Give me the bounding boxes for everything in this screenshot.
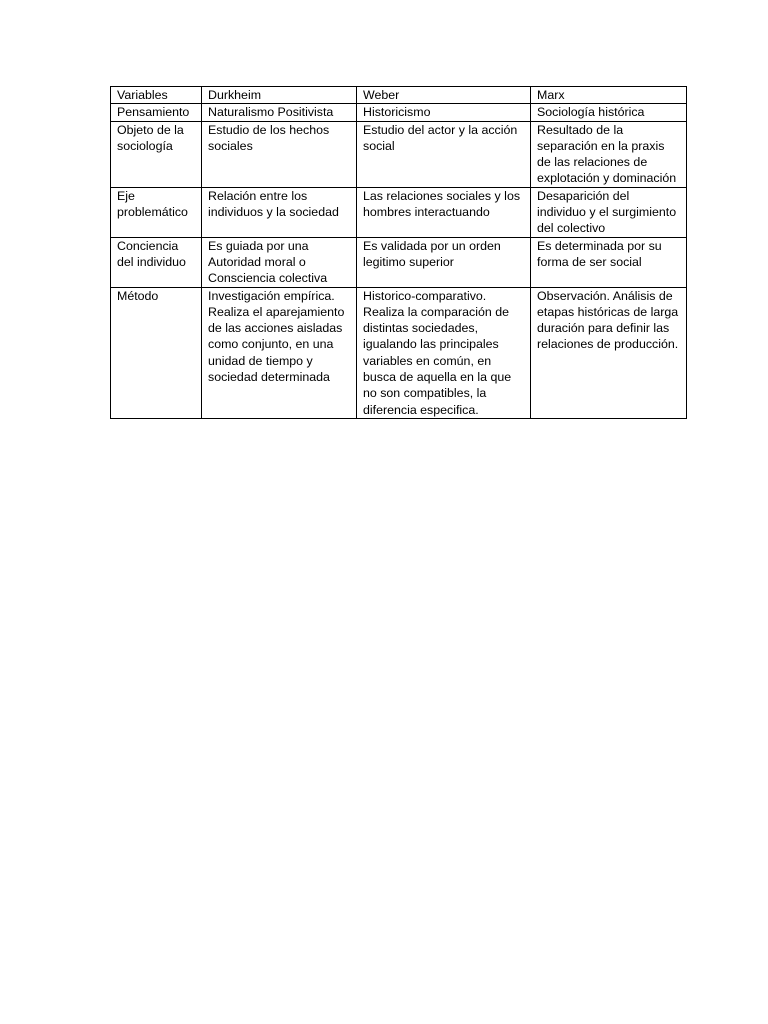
marx-cell: Sociología histórica [531,104,687,121]
weber-cell: Estudio del actor y la acción social [357,121,531,187]
weber-cell: Historico-comparativo. Realiza la comparación de distintas sociedades, igualando las principales variables en común, en busca de aquella en la que no son compatibles, la diferencia especifica. [357,287,531,418]
table-row [111,287,687,418]
header-cell-durkheim: Durkheim [202,87,357,104]
row-label-cell: Eje problemático [111,187,202,237]
marx-cell: Observación. Análisis de etapas históricas de larga duración para definir las relaciones de producción. [531,287,687,418]
durkheim-cell: Estudio de los hechos sociales [202,121,357,187]
header-cell-marx: Marx [531,87,687,104]
durkheim-cell: Investigación empírica. Realiza el aparejamiento de las acciones aisladas como conjunto, en una unidad de tiempo y sociedad determinada [202,287,357,418]
marx-cell: Es determinada por su forma de ser social [531,237,687,287]
table-row [111,104,687,121]
table-header-row [111,87,687,104]
marx-cell: Desaparición del individuo y el surgimiento del colectivo [531,187,687,237]
weber-cell: Las relaciones sociales y los hombres interactuando [357,187,531,237]
durkheim-cell: Naturalismo Positivista [202,104,357,121]
table-row [111,237,687,287]
weber-cell: Es validada por un orden legitimo superior [357,237,531,287]
row-label-cell: Método [111,287,202,418]
durkheim-cell: Relación entre los individuos y la sociedad [202,187,357,237]
header-cell-weber: Weber [357,87,531,104]
comparison-table [110,86,687,419]
table-row [111,121,687,187]
durkheim-cell: Es guiada por una Autoridad moral o Consciencia colectiva [202,237,357,287]
header-cell-variables: Variables [111,87,202,104]
weber-cell: Historicismo [357,104,531,121]
row-label-cell: Conciencia del individuo [111,237,202,287]
row-label-cell: Pensamiento [111,104,202,121]
table-row [111,187,687,237]
marx-cell: Resultado de la separación en la praxis de las relaciones de explotación y dominación [531,121,687,187]
row-label-cell: Objeto de la sociología [111,121,202,187]
